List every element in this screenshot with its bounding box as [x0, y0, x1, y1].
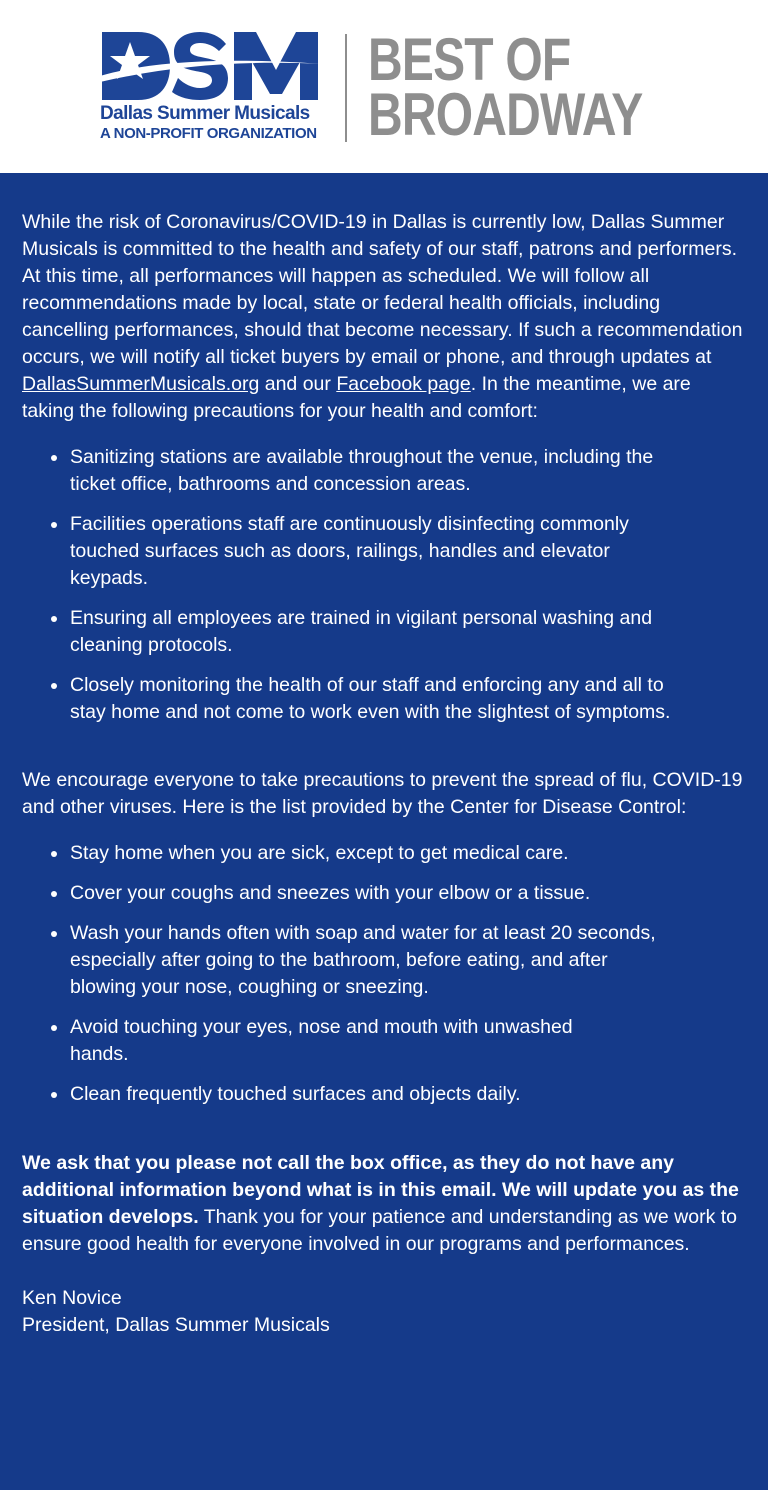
list-item: Avoid touching your eyes, nose and mouth with unwashed hands. [22, 1014, 746, 1068]
intro-text-1: While the risk of Coronavirus/COVID-19 in Dallas is currently low, Dallas Summer Musicals is committed to the health and safety of our staff, patrons and performers. At this time, all performances will happen as scheduled. We will follow all recommendations made by local, state or federal health officials, including cancelling performances, should that become necessary. If such a recommendation occurs, we will notify all ticket buyers by email or phone, and through updates at [22, 211, 743, 368]
intro-text-2: and our [259, 373, 337, 395]
intro-paragraph [22, 209, 746, 425]
list-item: Facilities operations staff are continuously disinfecting commonly touched surfaces such as doors, railings, handles and elevator keypads. [22, 511, 746, 592]
dsm-logo-icon [100, 30, 322, 102]
list-item: Wash your hands often with soap and water for at least 20 seconds, especially after going to the bathroom, before eating, and after blowing your nose, coughing or sneezing. [22, 920, 746, 1001]
list-item: Ensuring all employees are trained in vigilant personal washing and cleaning protocols. [22, 605, 746, 659]
list-item: Cover your coughs and sneezes with your elbow or a tissue. [22, 880, 746, 907]
series-title-line-1: BEST OF [368, 26, 571, 93]
list-item: Clean frequently touched surfaces and objects daily. [22, 1081, 746, 1108]
precautions-list [22, 444, 746, 726]
org-name: Dallas Summer Musicals [100, 103, 310, 124]
email-header [0, 0, 768, 173]
org-tagline: A NON-PROFIT ORGANIZATION [100, 125, 317, 142]
closing-paragraph [22, 1150, 746, 1258]
cdc-intro-paragraph: We encourage everyone to take precautions to prevent the spread of flu, COVID-19 and other viruses. Here is the list provided by the Center for Disease Control: [22, 769, 743, 818]
closing-regular-text: Thank you for your patience and understanding as we work to ensure good health for everyone involved in our programs and performances. [22, 1206, 738, 1255]
signature-name: Ken Novice [22, 1287, 122, 1309]
list-item: Sanitizing stations are available throughout the venue, including the ticket office, bathrooms and concession areas. [22, 444, 746, 498]
website-link[interactable]: DallasSummerMusicals.org [22, 373, 260, 395]
logo-divider [345, 34, 347, 142]
signature-title: President, Dallas Summer Musicals [22, 1314, 330, 1336]
closing-bold-text: We ask that you please not call the box office, as they do not have any additional information beyond what is in this email. We will update you as the situation develops. [22, 1152, 739, 1228]
list-item: Stay home when you are sick, except to get medical care. [22, 840, 746, 867]
email-body [0, 173, 768, 1490]
intro-text-3: . In the meantime, we are taking the following precautions for your health and comfort: [22, 373, 691, 422]
list-item: Closely monitoring the health of our staff and enforcing any and all to stay home and not come to work even with the slightest of symptoms. [22, 672, 746, 726]
cdc-list [22, 840, 746, 1108]
series-title-line-2: BROADWAY [368, 81, 643, 148]
facebook-link[interactable]: Facebook page [336, 373, 471, 395]
signature [22, 1285, 746, 1339]
